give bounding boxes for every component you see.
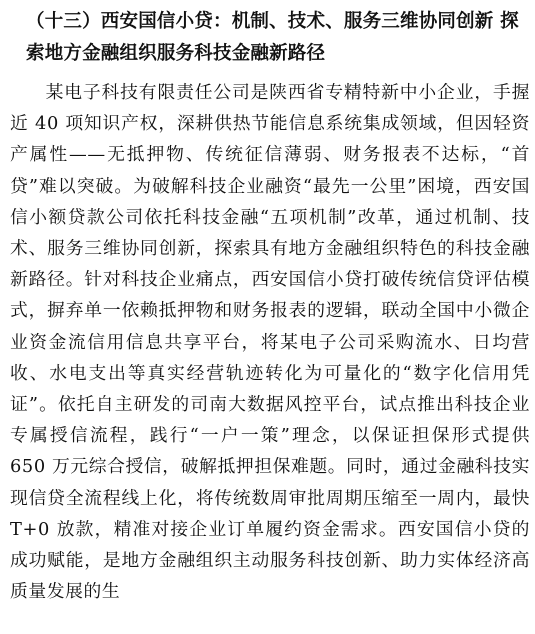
section-body-paragraph: 某电子科技有限责任公司是陕西省专精特新中小企业，手握近 40 项知识产权，深耕供热节能信息系统集成领域，但因轻资产属性——无抵押物、传统征信薄弱、财务报表不达标，“首贷”难以突破。为破解科技企业融资“最先一公里”困境，西安国信小额贷款公司依托科技金融“五项机制”改革，通过机制、技术、服务三维协同创新，探索具有地方金融组织特色的科技金融新路径。针对科技企业痛点，西安国信小贷打破传统信贷评估模式，摒弃单一依赖抵押物和财务报表的逻辑，联动全国中小微企业资金流信用信息共享平台，将某电子公司采购流水、日均营收、水电支出等真实经营轨迹转化为可量化的“数字化信用凭证”。依托自主研发的司南大数据风控平台，试点推出科技企业专属授信流程，践行“一户一策”理念，以保证担保形式提供 650 万元综合授信，破解抵押担保难题。同时，通过金融科技实现信贷全流程线上化，将传统数周审批周期压缩至一周内，最快 T+0 放款，精准对接企业订单履约资金需求。西安国信小贷的成功赋能，是地方金融组织主动服务科技创新、助力实体经济高质量发展的生 [10, 82, 530, 603]
section-heading: （十三）西安国信小贷：机制、技术、服务三维协同创新 探 索地方金融组织服务科技金融新路径 [26, 11, 519, 64]
